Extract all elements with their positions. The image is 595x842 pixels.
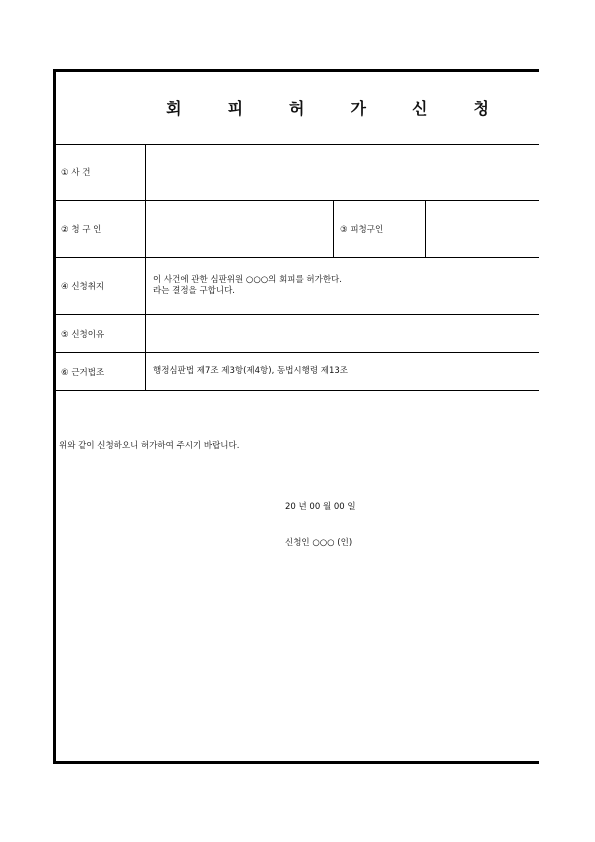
basis-value: 행정심판법 제7조 제3항(제4항), 동법시행령 제13조 xyxy=(153,366,348,376)
applicant-line: 신청인 ○○○ (인) xyxy=(285,538,353,548)
case-label: ① 사 건 xyxy=(56,144,146,200)
purpose-line-2: 라는 결정을 구합니다. xyxy=(153,286,236,296)
request-text: 위와 같이 신청하오니 허가하여 주시기 바랍니다. xyxy=(59,441,240,451)
title-char: 피 xyxy=(227,99,244,118)
case-row xyxy=(56,144,539,201)
date-line: 20 년 00 월 00 일 xyxy=(285,502,356,512)
basis-label: ⑥ 근거법조 xyxy=(56,353,146,390)
purpose-row xyxy=(56,258,539,315)
title-char: 신 xyxy=(411,99,428,118)
application-form xyxy=(53,69,539,764)
title-char: 청 xyxy=(473,99,489,118)
purpose-label: ④ 신청취지 xyxy=(56,258,146,314)
basis-row xyxy=(56,353,539,391)
title-char: 가 xyxy=(350,99,366,118)
purpose-value[interactable] xyxy=(153,258,342,314)
purpose-line-1: 이 사건에 관한 심판위원 ○○○의 회피를 허가한다. xyxy=(153,275,342,285)
respondent-label: ③ 피청구인 xyxy=(333,201,426,257)
title-char: 허 xyxy=(289,99,305,118)
reason-label: ⑤ 신청이유 xyxy=(56,315,146,352)
claimant-row xyxy=(56,201,539,258)
form-title xyxy=(56,96,539,119)
reason-row xyxy=(56,315,539,353)
title-char: 회 xyxy=(166,99,182,118)
title-row xyxy=(56,72,539,145)
claimant-label: ② 청 구 인 xyxy=(56,201,146,257)
